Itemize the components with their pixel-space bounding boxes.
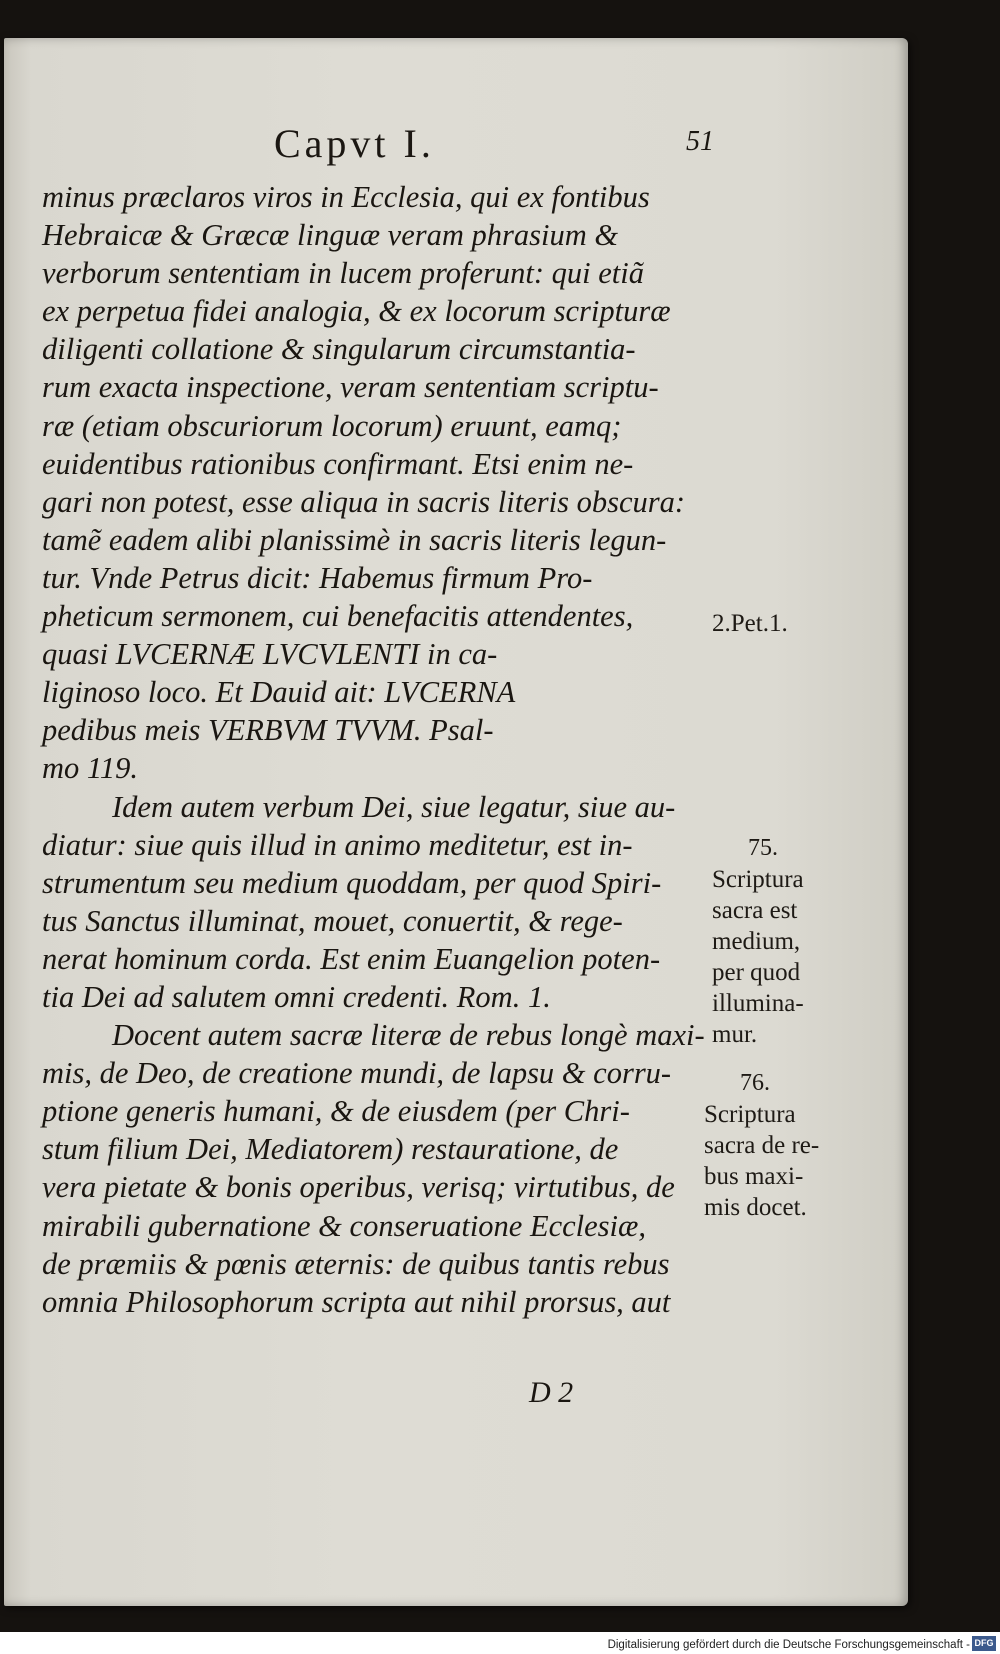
text-line: pedibus meis VERBVM TVVM. Psal- bbox=[42, 713, 494, 748]
margin-note-line: illumina- bbox=[712, 990, 804, 1017]
book-page bbox=[4, 38, 908, 1606]
margin-note-line: medium, bbox=[712, 928, 801, 955]
text-line: liginoso loco. Et Dauid ait: LVCERNA bbox=[42, 675, 516, 710]
margin-note-75 bbox=[712, 833, 804, 1050]
text-line: stum filium Dei, Mediatorem) restauratione, de bbox=[42, 1132, 619, 1167]
text-line: tia Dei ad salutem omni credenti. Rom. 1. bbox=[42, 979, 551, 1014]
text-line: tus Sanctus illuminat, mouet, conuertit, & rege- bbox=[42, 903, 623, 938]
text-line: strumentum seu medium quoddam, per quod Spiri- bbox=[42, 865, 662, 900]
text-line: de præmiis & pœnis æternis: de quibus tantis rebus bbox=[42, 1246, 670, 1281]
text-line: tur. Vnde Petrus dicit: Habemus firmum Pro- bbox=[42, 560, 593, 595]
margin-note-line: Scriptura bbox=[704, 1101, 796, 1128]
margin-note-line: Scriptura bbox=[712, 866, 804, 893]
margin-note-line: sacra est bbox=[712, 897, 798, 924]
footer-bar bbox=[0, 1632, 1000, 1654]
text-line: pheticum sermonem, cui benefacitis attendentes, bbox=[42, 599, 634, 634]
text-line: euidentibus rationibus confirmant. Etsi enim ne- bbox=[42, 446, 634, 481]
text-line: quasi LVCERNÆ LVCVLENTI in ca- bbox=[42, 637, 498, 672]
text-line: diatur: siue quis illud in animo meditetur, est in- bbox=[42, 827, 633, 862]
text-line: Docent autem sacræ literæ de rebus longè maxi- bbox=[112, 1018, 705, 1053]
footer-credit: Digitalisierung gefördert durch die Deutsche Forschungsgemeinschaft - bbox=[607, 1639, 970, 1651]
margin-note-line: mur. bbox=[712, 1021, 758, 1048]
text-line: ex perpetua fidei analogia, & ex locorum scripturæ bbox=[42, 294, 671, 329]
margin-note-number: 76. bbox=[740, 1070, 770, 1096]
margin-note-line: mis docet. bbox=[704, 1194, 807, 1221]
margin-note-number: 75. bbox=[748, 835, 778, 861]
text-line: mo 119. bbox=[42, 751, 139, 786]
text-line: tamẽ eadem alibi planissimè in sacris literis legun- bbox=[42, 522, 667, 557]
text-line: Idem autem verbum Dei, siue legatur, siue au- bbox=[112, 789, 676, 824]
text-line: rum exacta inspectione, veram sententiam scriptu- bbox=[42, 370, 659, 405]
dfg-logo: DFG bbox=[972, 1636, 996, 1651]
text-line: diligenti collatione & singularum circumstantia- bbox=[42, 332, 636, 367]
text-line: vera pietate & bonis operibus, verisq; virtutibus, de bbox=[42, 1170, 675, 1205]
page-header bbox=[4, 120, 908, 170]
text-line: gari non potest, esse aliqua in sacris literis obscura: bbox=[42, 484, 686, 519]
text-line: mirabili gubernatione & conseruatione Ecclesiæ, bbox=[42, 1208, 646, 1243]
text-line: ræ (etiam obscuriorum locorum) eruunt, eamq; bbox=[42, 408, 622, 443]
text-line: Hebraicæ & Græcæ linguæ veram phrasium & bbox=[42, 218, 619, 253]
text-line: omnia Philosophorum scripta aut nihil prorsus, aut bbox=[42, 1284, 671, 1319]
text-line: minus præclaros viros in Ecclesia, qui ex fontibus bbox=[42, 180, 650, 214]
margin-note-line: per quod bbox=[712, 959, 801, 986]
catchword-signature: D 2 bbox=[529, 1376, 574, 1409]
text-line: ptione generis humani, & de eiusdem (per Chri- bbox=[42, 1094, 630, 1129]
text-line: verborum sententiam in lucem proferunt: qui etiã bbox=[42, 256, 644, 291]
text-line: mis, de Deo, de creatione mundi, de lapsu & corru- bbox=[42, 1056, 672, 1091]
margin-note-76 bbox=[704, 1068, 819, 1223]
margin-note-line: sacra de re- bbox=[704, 1132, 820, 1159]
folio-number: 51 bbox=[686, 126, 714, 157]
main-text bbox=[42, 178, 707, 1321]
text-line: nerat hominum corda. Est enim Euangelion poten- bbox=[42, 941, 661, 976]
running-title: Capvt I. bbox=[274, 121, 435, 166]
margin-note-line: bus maxi- bbox=[704, 1163, 804, 1190]
margin-reference: 2.Pet.1. bbox=[712, 610, 788, 637]
